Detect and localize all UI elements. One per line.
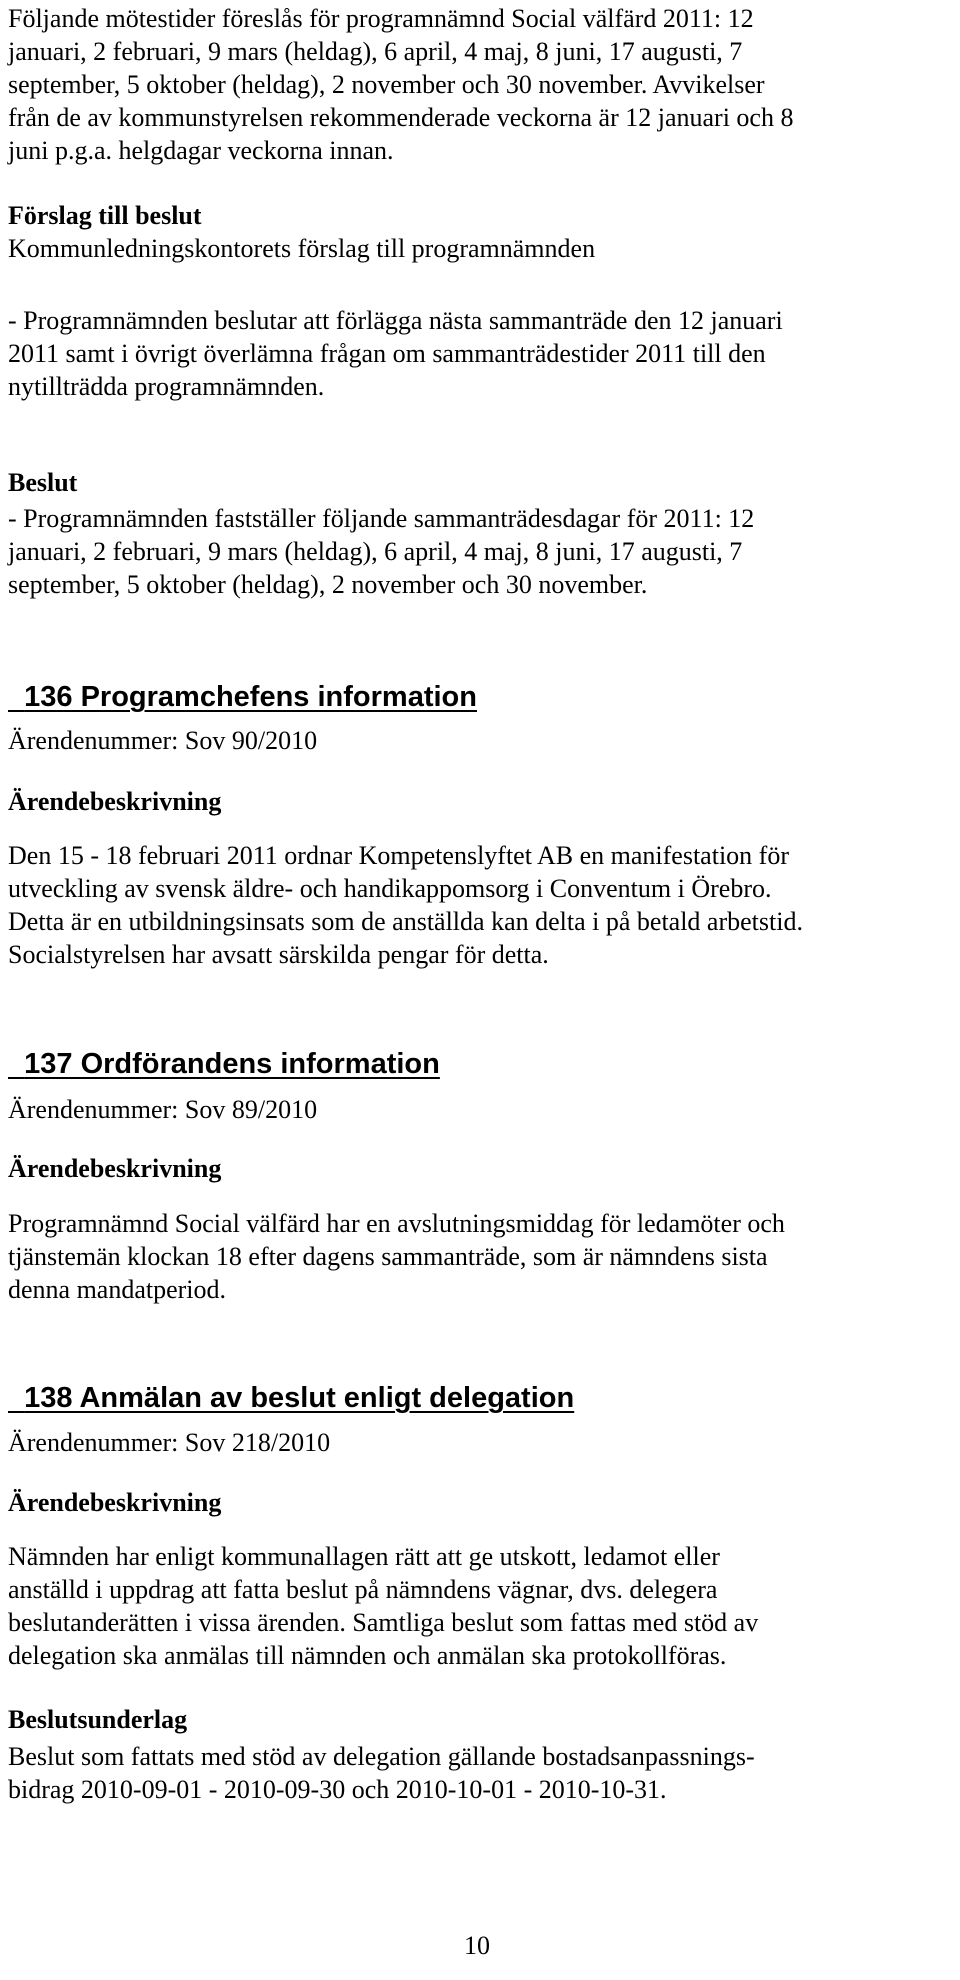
section-138-case-number: Ärendenummer: Sov 218/2010	[8, 1428, 331, 1457]
section-136-desc-heading: Ärendebeskrivning	[8, 787, 222, 816]
forslag-heading: Förslag till beslut	[8, 201, 202, 230]
section-137-desc-text: Programnämnd Social välfärd har en avslutningsmiddag för ledamöter och tjänstemän klockan 18 efter dagens sammanträde, som är nämndens sista denna mandatperiod.	[8, 1209, 785, 1304]
section-136-title	[8, 679, 477, 715]
section-138-desc-text: Nämnden har enligt kommunallagen rätt att ge utskott, ledamot eller anställd i uppdrag att fatta beslut på nämndens vägnar, dvs. delegera beslutanderätten i vissa ärenden. Samtliga beslut som fattas med stöd av delegation ska anmälas till nämnden och anmälan ska protokollföras.	[8, 1542, 759, 1670]
section-136-title-text: 136 Programchefens information	[24, 681, 477, 713]
section-138-desc-heading: Ärendebeskrivning	[8, 1488, 222, 1517]
beslut-heading: Beslut	[8, 468, 78, 497]
section-136-case-number: Ärendenummer: Sov 90/2010	[8, 726, 318, 755]
section-137-title	[8, 1046, 440, 1082]
forslag-subheading: Kommunledningskontorets förslag till programnämnden	[8, 234, 596, 263]
page-number: 10	[464, 1931, 490, 1960]
section-136-desc-text: Den 15 - 18 februari 2011 ordnar Kompetenslyftet AB en manifestation för utveckling av svensk äldre- och handikappomsorg i Conventum i Örebro. Detta är en utbildningsinsats som de anställda kan delta i på betald arbetstid. Socialstyrelsen har avsatt särskilda pengar för detta.	[8, 841, 803, 969]
section-137-title-text: 137 Ordförandens information	[24, 1048, 440, 1080]
section-138-title-text: 138 Anmälan av beslut enligt delegation	[24, 1382, 575, 1414]
section-138-basis-heading: Beslutsunderlag	[8, 1705, 188, 1734]
section-137-case-number: Ärendenummer: Sov 89/2010	[8, 1095, 318, 1124]
section-138-basis-text: Beslut som fattats med stöd av delegation gällande bostadsanpassnings- bidrag 2010-09-01 - 2010-09-30 och 2010-10-01 - 2010-10-31.	[8, 1742, 755, 1804]
section-138-title	[8, 1380, 574, 1416]
section-137-desc-heading: Ärendebeskrivning	[8, 1154, 222, 1183]
beslut-text: - Programnämnden fastställer följande sammanträdesdagar för 2011: 12 januari, 2 februari, 9 mars (heldag), 6 april, 4 maj, 8 juni, 17 augusti, 7 september, 5 oktober (heldag), 2 november och 30 november.	[8, 504, 755, 599]
forslag-text: - Programnämnden beslutar att förlägga nästa sammanträde den 12 januari 2011 samt i övrigt överlämna frågan om sammanträdestider 2011 till den nytillträdda programnämnden.	[8, 306, 783, 401]
intro-paragraph: Följande mötestider föreslås för programnämnd Social välfärd 2011: 12 januari, 2 februari, 9 mars (heldag), 6 april, 4 maj, 8 juni, 17 augusti, 7 september, 5 oktober (heldag), 2 november och 30 november. Avvikelser från de av kommunstyrelsen rekommenderade veckorna är 12 januari och 8 juni p.g.a. helgdagar veckorna innan.	[8, 4, 794, 165]
